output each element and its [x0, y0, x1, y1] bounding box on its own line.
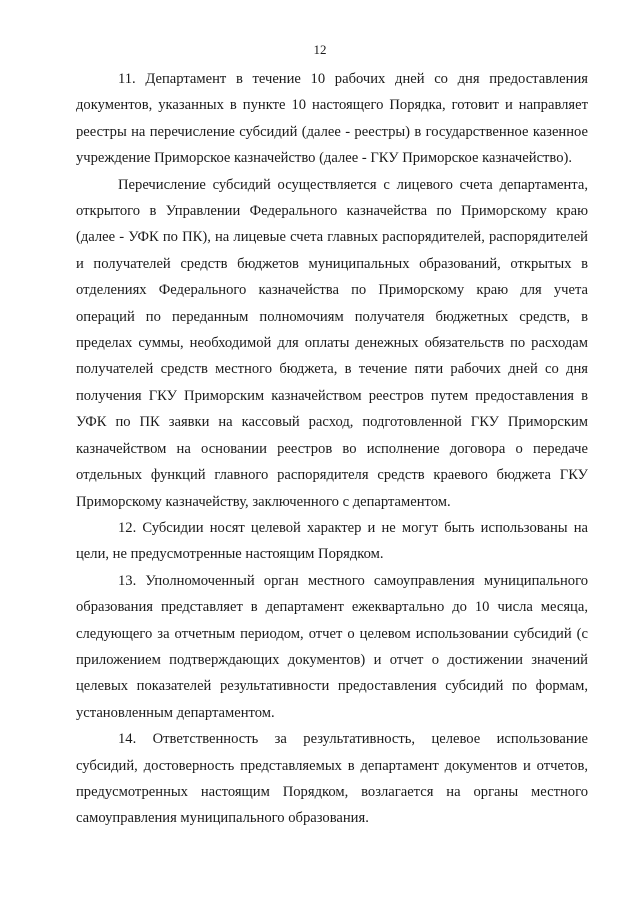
paragraph-12: 12. Субсидии носят целевой характер и не могут быть использованы на цели, не предусмотренные настоящим Порядком.: [76, 519, 588, 563]
document-body: [76, 66, 588, 832]
paragraph-11: 11. Департамент в течение 10 рабочих дней со дня предоставления документов, указанных в пункте 10 настоящего Порядка, готовит и направляет реестры на перечисление субсидий (далее - реестры) в государственное казенное учреждение Приморское казначейство (далее - ГКУ Приморское казначейство).: [76, 71, 588, 167]
paragraph-13: 13. Уполномоченный орган местного самоуправления муниципального образования представляет в департамент ежеквартально до 10 числа месяца, следующего за отчетным периодом, отчет о целевом использовании субсидий (с приложением подтверждающих документов) и отчет о достижении значений целевых показателей результативности предоставления субсидий по формам, установленным департаментом.: [76, 572, 588, 721]
page-number: 12: [313, 42, 327, 57]
paragraph-transfer: Перечисление субсидий осуществляется с лицевого счета департамента, открытого в Управлении Федерального казначейства по Приморскому краю (далее - УФК по ПК), на лицевые счета главных распорядителей, распорядителей и получателей средств бюджетов муниципальных образований, открытых в отделениях Федерального казначейства по Приморскому краю для учета операций по переданным полномочиям получателя бюджетных средств, в пределах суммы, необходимой для оплаты денежных обязательств по расходам получателей средств местного бюджета, в течение пяти рабочих дней со дня получения ГКУ Приморским казначейством реестров путем предоставления в УФК по ПК заявки на кассовый расход, подготовленной ГКУ Приморским казначейством на основании реестров во исполнение договора о передаче отдельных функций главного распорядителя средств краевого бюджета ГКУ Приморскому казначейству, заключенного с департаментом.: [76, 176, 588, 510]
paragraph-14: 14. Ответственность за результативность, целевое использование субсидий, достоверность представляемых в департамент документов и отчетов, предусмотренных настоящим Порядком, возлагается на органы местного самоуправления муниципального образования.: [76, 731, 588, 827]
